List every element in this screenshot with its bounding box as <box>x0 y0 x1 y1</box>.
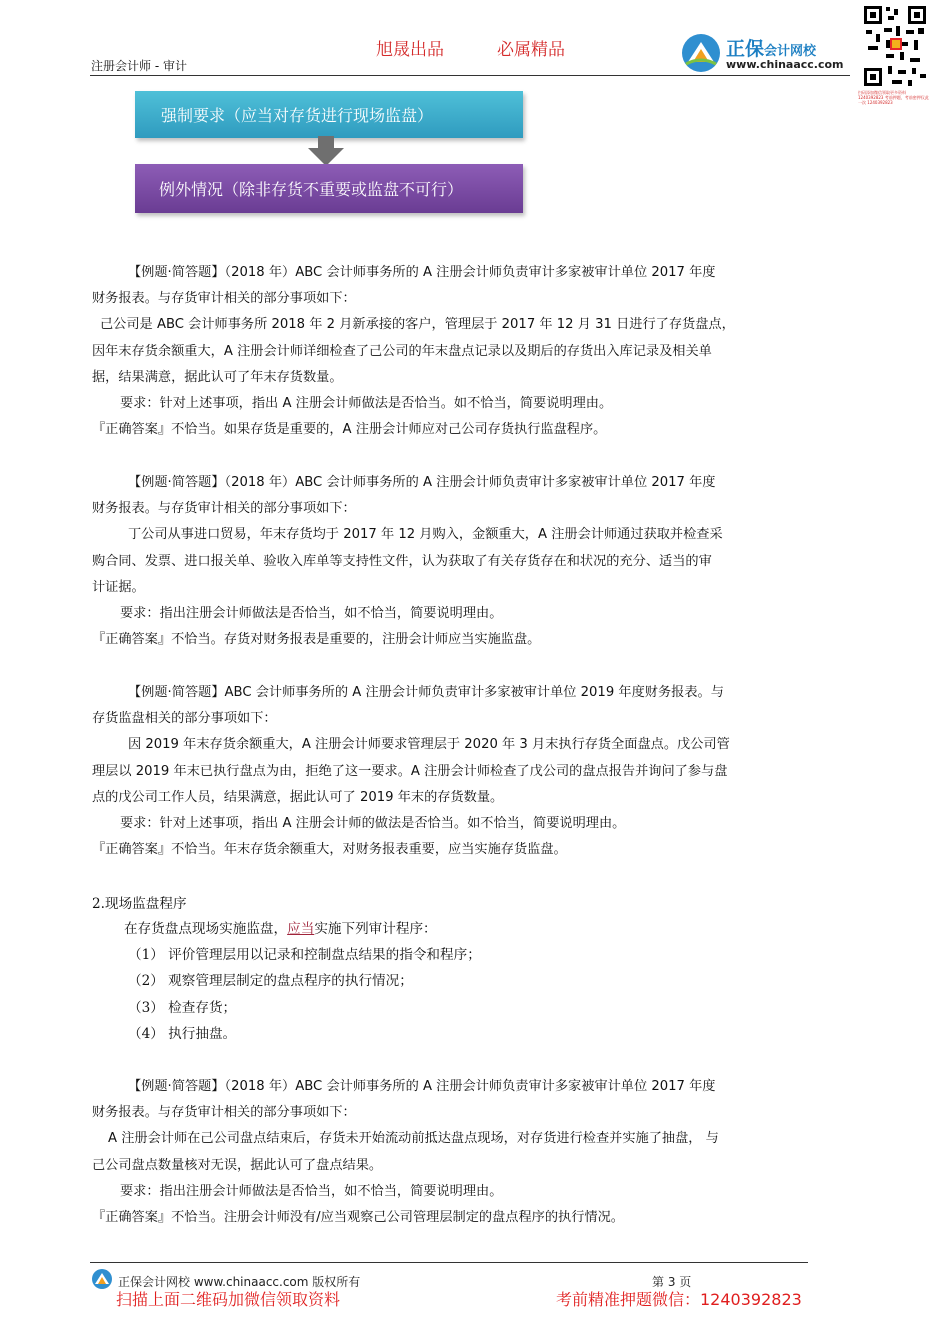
example-2-line: 计证据。 <box>92 579 145 595</box>
example-1-line: 要求：针对上述事项，指出 A 注册会计师做法是否恰当。如不恰当，简要说明理由。 <box>120 396 613 411</box>
footer-copyright: 正保会计网校 www.chinaacc.com 版权所有 <box>118 1275 361 1289</box>
example-1-line: 己公司是 ABC 会计师事务所 2018 年 2 月新承接的客户，管理层于 2017 年 12 月 31 日进行了存货盘点， <box>100 317 735 333</box>
procedure-item: （2） 观察管理层制定的盘点程序的执行情况； <box>128 973 413 990</box>
example-3-line: 存货监盘相关的部分事项如下： <box>92 711 277 727</box>
qr-code-block <box>858 4 929 105</box>
example-1-line: 因年末存货余额重大，A 注册会计师详细检查了己公司的年末盘点记录以及期后的存货出入库记录及相关单 <box>92 343 712 359</box>
procedure-item: （1） 评价管理层用以记录和控制盘点结果的指令和程序； <box>128 947 481 963</box>
header-slogan-right: 必属精品 <box>497 40 565 60</box>
example-2-line: 【例题·简答题】（2018 年）ABC 会计师事务所的 A 注册会计师负责审计多家被审计单位 2017 年度 <box>128 475 716 490</box>
example-4-line: 『正确答案』不恰当。注册会计师没有/应当观察己公司管理层制定的盘点程序的执行情况。 <box>92 1210 624 1225</box>
example-3-line: 理层以 2019 年末已执行盘点为由，拒绝了这一要求。A 注册会计师检查了戊公司的盘点报告并询问了参与盘 <box>92 763 728 779</box>
example-1-line: 据，结果满意，据此认可了年末存货数量。 <box>92 369 343 385</box>
qr-code-icon <box>862 4 928 88</box>
qr-caption: 扫码添加微信领取更多资料 1240392823 考前押题，考前密押仅此一次 1240392823 <box>858 90 929 105</box>
flow-arrow-down-icon <box>306 136 346 166</box>
example-4-line: 财务报表。与存货审计相关的部分事项如下： <box>92 1105 356 1121</box>
header-subject: 注册会计师 - 审计 <box>91 59 187 73</box>
example-2-line: 财务报表。与存货审计相关的部分事项如下： <box>92 501 356 517</box>
example-2-line: 要求：指出注册会计师做法是否恰当，如不恰当，简要说明理由。 <box>120 606 503 621</box>
procedure-item: （4） 执行抽盘。 <box>128 1026 237 1043</box>
example-4-line: A 注册会计师在己公司盘点结束后，存货未开始流动前抵达盘点现场，对存货进行检查并实施了抽盘， 与 <box>108 1131 719 1147</box>
footer-promo-left: 扫描上面二维码加微信领取资料 <box>116 1290 341 1309</box>
section-heading: 2.现场监盘程序 <box>92 896 187 912</box>
example-1-line: 【例题·简答题】（2018 年）ABC 会计师事务所的 A 注册会计师负责审计多家被审计单位 2017 年度 <box>128 265 716 280</box>
example-2-line: 『正确答案』不恰当。存货对财务报表是重要的，注册会计师应当实施监盘。 <box>92 632 541 648</box>
example-1-line: 『正确答案』不恰当。如果存货是重要的，A 注册会计师应对己公司存货执行监盘程序。 <box>92 422 607 438</box>
procedure-item: （3） 检查存货； <box>128 999 237 1016</box>
logo-url: www.chinaacc.com <box>726 58 844 71</box>
flow-box-exception: 例外情况（除非存货不重要或监盘不可行） <box>135 164 523 213</box>
example-4-line: 要求：指出注册会计师做法是否恰当，如不恰当，简要说明理由。 <box>120 1183 503 1199</box>
example-3-line: 【例题·简答题】ABC 会计师事务所的 A 注册会计师负责审计多家被审计单位 2019 年度财务报表。与 <box>128 685 724 700</box>
flow-box-mandatory: 强制要求（应当对存货进行现场监盘） <box>135 91 523 138</box>
footer-promo-right: 考前精准押题微信：1240392823 <box>556 1290 802 1309</box>
footer-page-number: 第 3 页 <box>652 1275 692 1289</box>
footer-divider <box>90 1262 808 1263</box>
logo-emblem-icon <box>680 32 722 74</box>
logo-subtitle: 会计网校 <box>764 44 817 59</box>
example-4-line: 己公司盘点数量核对无误，据此认可了盘点结果。 <box>92 1157 383 1173</box>
example-3-line: 要求：针对上述事项，指出 A 注册会计师的做法是否恰当。如不恰当，简要说明理由。 <box>120 816 626 831</box>
logo-title: 正保 <box>726 38 765 60</box>
example-2-line: 丁公司从事进口贸易，年末存货均于 2017 年 12 月购入，金额重大，A 注册会计师通过获取并检查采 <box>128 527 723 543</box>
header-slogan-left: 旭晟出品 <box>376 40 444 60</box>
example-3-line: 『正确答案』不恰当。年末存货余额重大，对财务报表重要，应当实施存货监盘。 <box>92 842 567 858</box>
section-intro: 在存货盘点现场实施监盘，应当实施下列审计程序： <box>124 921 437 937</box>
brand-logo <box>680 30 855 78</box>
example-3-line: 因 2019 年末存货余额重大，A 注册会计师要求管理层于 2020 年 3 月末执行存货全面盘点。戊公司管 <box>128 737 730 753</box>
example-1-line: 财务报表。与存货审计相关的部分事项如下： <box>92 291 356 307</box>
example-4-line: 【例题·简答题】（2018 年）ABC 会计师事务所的 A 注册会计师负责审计多家被审计单位 2017 年度 <box>128 1079 716 1094</box>
emphasis-should: 应当 <box>287 921 315 937</box>
footer-logo-icon <box>91 1268 113 1290</box>
example-3-line: 点的戊公司工作人员，结果满意，据此认可了 2019 年末的存货数量。 <box>92 789 504 805</box>
example-2-line: 购合同、发票、进口报关单、验收入库单等支持性文件，认为获取了有关存货存在和状况的充分、适当的审 <box>92 553 712 569</box>
